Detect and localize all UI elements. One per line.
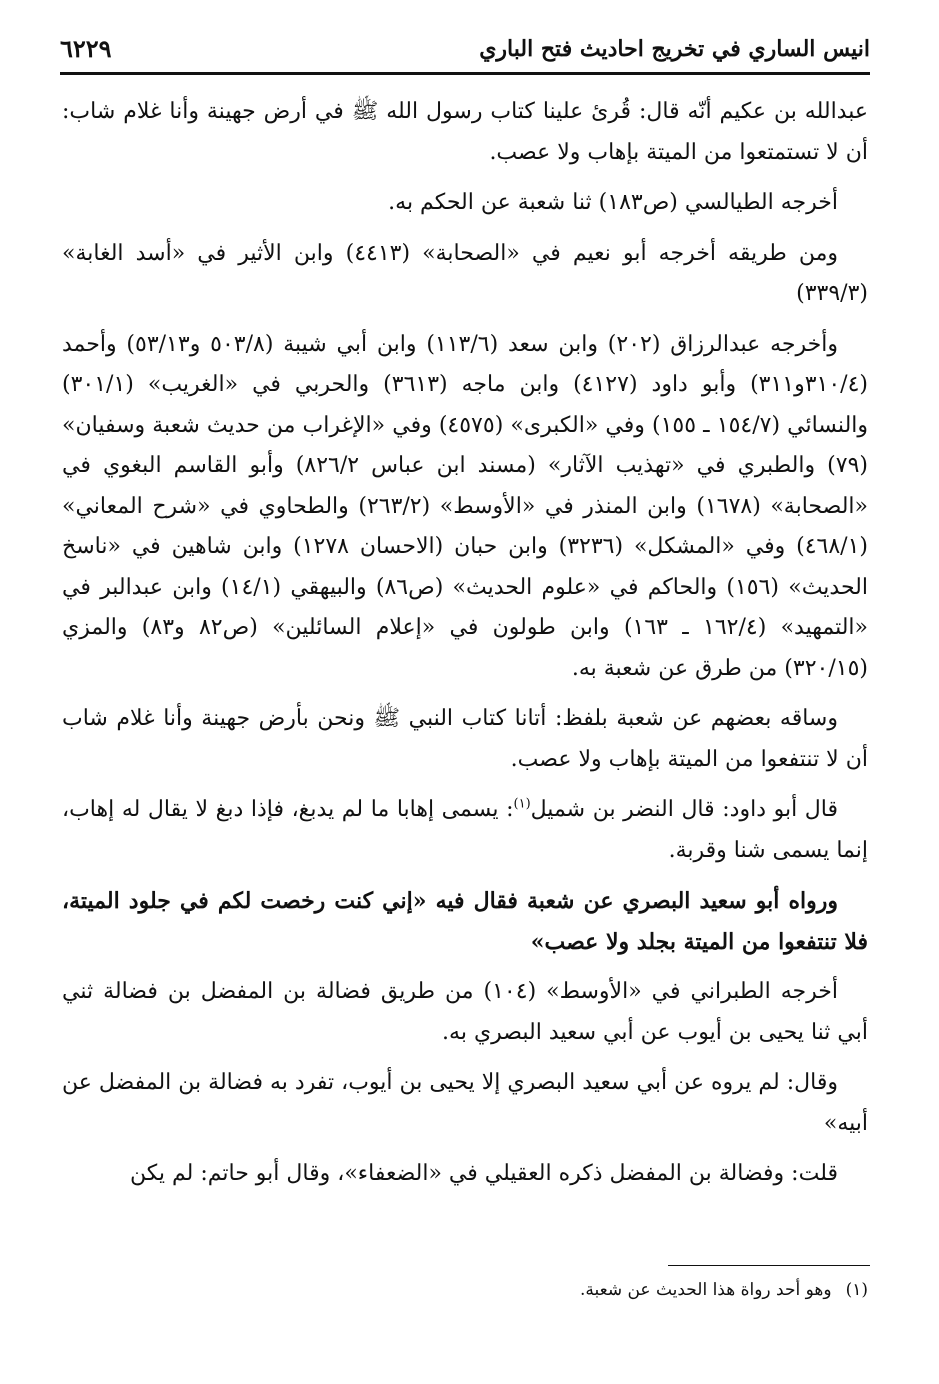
header-divider <box>60 72 870 75</box>
paragraph-5: وساقه بعضهم عن شعبة بلفظ: أتانا كتاب النبي ﷺ ونحن بأرض جهينة وأنا غلام شاب أن لا تنتفعوا من الميتة بإهاب ولا عصب. <box>62 706 868 772</box>
paragraph-6-rest: : يسمى إهابا ما لم يدبغ، فإذا دبغ لا يقال له إهاب، إنما يسمى شنا وقربة. <box>62 797 868 863</box>
paragraph-4: وأخرجه عبدالرزاق (٢٠٢) وابن سعد (١١٣/٦) وابن أبي شيبة (٥٠٣/٨ و٥٣/١٣) وأحمد (٣١٠/٤و٣١١) وأبو داود (٤١٢٧) وابن ماجه (٣٦١٣) والحربي في «الغريب» (٣٠١/١) والنسائي (١٥٤/٧ ـ ١٥٥) وفي «الكبرى» (٤٥٧٥) وفي «الإغراب من حديث شعبة وسفيان» (٧٩) والطبري في «تهذيب الآثار» (مسند ابن عباس ٨٢٦/٢) وأبو القاسم البغوي في «الصحابة» (١٦٧٨) وابن المنذر في «الأوسط» (٢٦٣/٢) والطحاوي في «شرح المعاني» (٤٦٨/١) وفي «المشكل» (٣٢٣٦) وابن حبان (الاحسان ١٢٧٨) وابن شاهين في «ناسخ الحديث» (١٥٦) والحاكم في «علوم الحديث» (ص٨٦) والبيهقي (١٤/١) وابن عبدالبر في «التمهيد» (١٦٢/٤ ـ ١٦٣) وابن طولون في «إعلام السائلين» (ص٨٢ و٨٣) والمزي (٣٢٠/١٥) من طرق عن شعبة به. <box>62 331 869 681</box>
paragraph-6-lead: قال أبو داود: قال النضر بن شميل <box>530 797 838 822</box>
paragraph-7: ورواه أبو سعيد البصري عن شعبة فقال فيه «إني كنت رخصت لكم في جلود الميتة، فلا تنتفعوا من الميتة بجلد ولا عصب» <box>62 888 868 955</box>
footnote-number: (١) <box>845 1280 868 1300</box>
footnote-text: وهو أحد رواة هذا الحديث عن شعبة. <box>579 1280 832 1300</box>
paragraph-1: عبدالله بن عكيم أنّه قال: قُرئ علينا كتاب رسول الله ﷺ في أرض جهينة وأنا غلام شاب: أن لا تستمتعوا من الميتة بإهاب ولا عصب. <box>62 99 868 165</box>
main-text <box>62 92 868 1205</box>
paragraph-10: قلت: وفضالة بن المفضل ذكره العقيلي في «الضعفاء»، وقال أبو حاتم: لم يكن <box>129 1161 838 1186</box>
paragraph-2: أخرجه الطيالسي (ص١٨٣) ثنا شعبة عن الحكم به. <box>388 190 838 215</box>
running-header <box>60 34 870 70</box>
page-number: ٦٢٢٩ <box>60 34 112 63</box>
paragraph-6 <box>62 790 868 871</box>
paragraph-3: ومن طريقه أخرجه أبو نعيم في «الصحابة» (٤٤١٣) وابن الأثير في «أسد الغابة» (٣٣٩/٣) <box>62 240 868 306</box>
paragraph-8: أخرجه الطبراني في «الأوسط» (١٠٤) من طريق فضالة بن المفضل بن فضالة ثني أبي ثنا يحيى بن أيوب عن أبي سعيد البصري به. <box>62 979 868 1045</box>
footnote-divider <box>668 1265 870 1266</box>
paragraph-9: وقال: لم يروه عن أبي سعيد البصري إلا يحيى بن أيوب، تفرد به فضالة بن المفضل عن أبيه» <box>62 1070 868 1136</box>
book-title: انيس الساري في تخريج احاديث فتح الباري <box>479 36 870 62</box>
footnote-reference: (١) <box>513 796 531 812</box>
footnote <box>400 1276 868 1304</box>
